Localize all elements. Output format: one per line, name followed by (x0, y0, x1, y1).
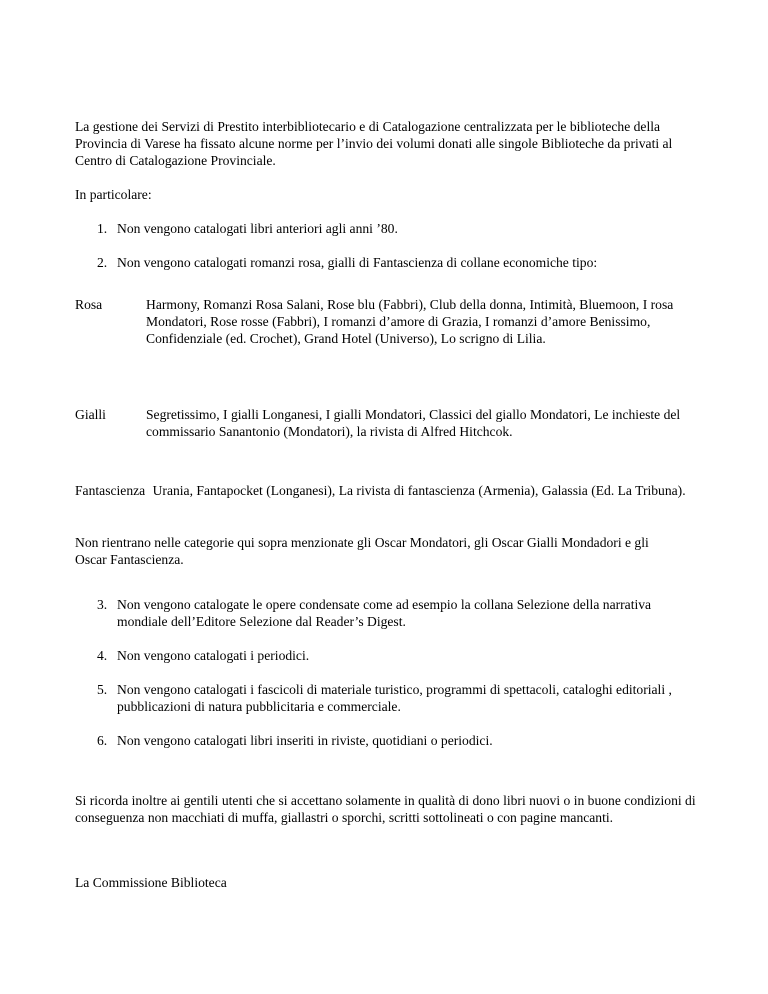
rule-item-1 (97, 220, 697, 237)
rule-item-6 (97, 732, 697, 749)
rule-text: Non vengono catalogati i periodici. (117, 648, 310, 663)
rule-text: Non vengono catalogati i fascicoli di materiale turistico, programmi di spettacoli, cataloghi editoriali , pubblicazioni di natura pubblicitaria e commerciale. (117, 682, 672, 714)
intro-paragraph: La gestione dei Servizi di Prestito interbibliotecario e di Catalogazione centralizzata per le biblioteche della Provincia di Varese ha fissato alcune norme per l’invio dei volumi donati alle singole Biblioteche da privati al Centro di Catalogazione Provinciale. (75, 119, 673, 168)
rule-text: Non vengono catalogati libri inseriti in riviste, quotidiani o periodici. (117, 733, 493, 748)
category-rosa (75, 296, 715, 347)
rule-item-3 (97, 596, 697, 630)
rule-item-2 (97, 254, 697, 271)
lead-text: In particolare: (75, 187, 152, 202)
category-desc: Urania, Fantapocket (Longanesi), La rivista di fantascienza (Armenia), Galassia (Ed. La Tribuna). (152, 483, 686, 498)
category-desc: Segretissimo, I gialli Longanesi, I gialli Mondatori, Classici del giallo Mondatori, Le inchieste del commissario Sanantonio (Mondatori), la rivista di Alfred Hitchcok. (146, 407, 681, 439)
rule-item-5 (97, 681, 697, 715)
rule-text: Non vengono catalogati libri anteriori agli anni ’80. (117, 221, 398, 236)
category-desc: Harmony, Romanzi Rosa Salani, Rose blu (Fabbri), Club della donna, Intimità, Bluemoon, I rosa Mondatori, Rose rosse (Fabbri), I romanzi d’amore di Grazia, I romanzi d’amore Benissimo, Confidenziale (ed. Crochet), Grand Hotel (Universo), Lo scrigno di Lilia. (146, 297, 674, 346)
category-name: Rosa (75, 297, 103, 312)
final-paragraph: Si ricorda inoltre ai gentili utenti che si accettano solamente in qualità di dono libri nuovi o in buone condizioni di conseguenza non macchiati di muffa, giallastri o sporchi, scritti sottolineati o con pagine mancanti. (75, 793, 696, 825)
rule-number: 3. (97, 597, 108, 612)
rule-number: 1. (97, 221, 108, 236)
category-gialli (75, 406, 715, 440)
note-paragraph: Non rientrano nelle categorie qui sopra menzionate gli Oscar Mondatori, gli Oscar Gialli Mondadori e gli Oscar Fantascienza. (75, 535, 649, 567)
rule-number: 2. (97, 255, 108, 270)
signature: La Commissione Biblioteca (75, 875, 227, 890)
category-fantascienza (75, 482, 695, 499)
rule-number: 4. (97, 648, 108, 663)
rule-text: Non vengono catalogati romanzi rosa, gialli di Fantascienza di collane economiche tipo: (117, 255, 598, 270)
category-name: Fantascienza (75, 483, 146, 498)
rule-number: 5. (97, 682, 108, 697)
rule-text: Non vengono catalogate le opere condensate come ad esempio la collana Selezione della narrativa mondiale dell’Editore Selezione dal Reader’s Digest. (117, 597, 652, 629)
category-name: Gialli (75, 407, 106, 422)
rule-number: 6. (97, 733, 108, 748)
rule-item-4 (97, 647, 697, 664)
